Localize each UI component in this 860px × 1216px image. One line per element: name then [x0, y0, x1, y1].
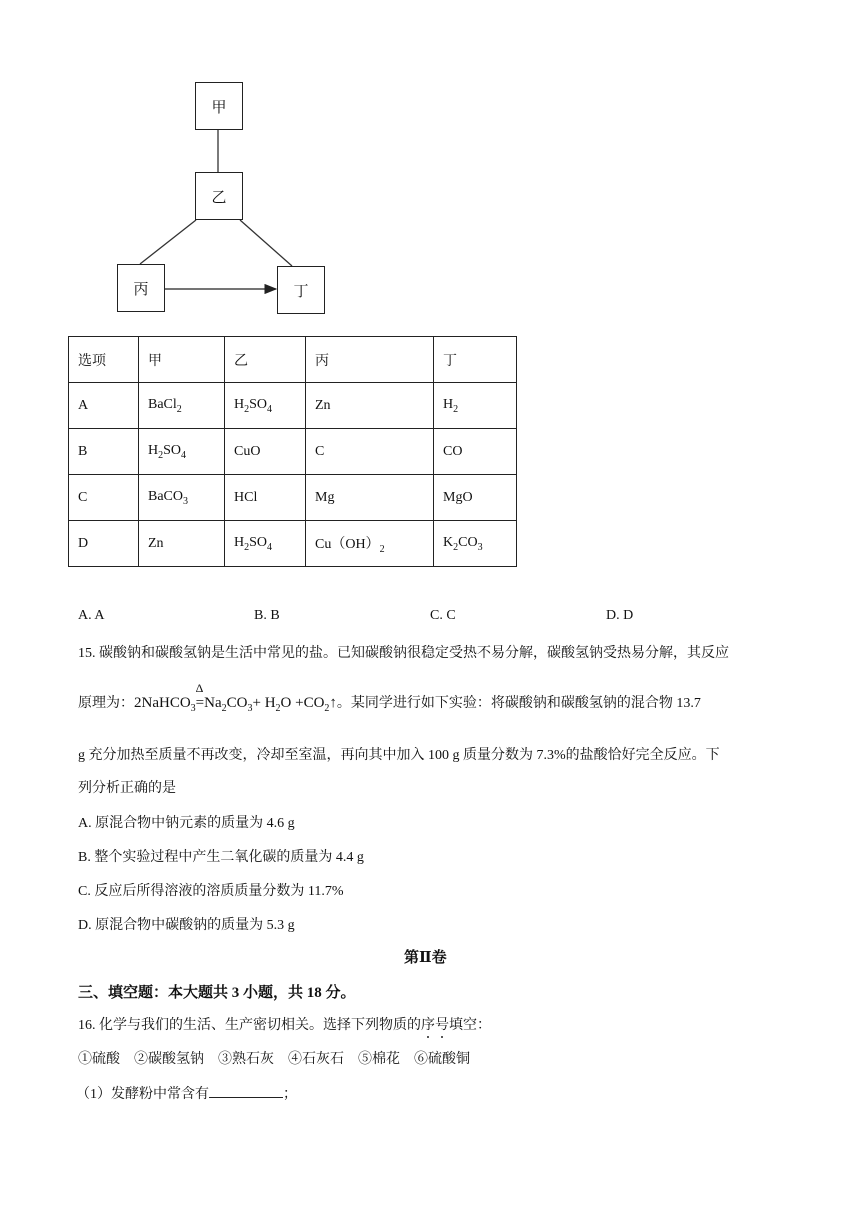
table-row — [69, 475, 517, 521]
table-cell: MgO — [434, 475, 517, 521]
table-cell: A — [69, 383, 139, 429]
table-cell: Mg — [306, 475, 434, 521]
q16-stem: 16. 化学与我们的生活、生产密切相关。选择下列物质的序号填空： — [78, 1018, 491, 1033]
header-cell: 丙 — [306, 337, 434, 383]
node-ding: 丁 — [277, 266, 325, 314]
table-cell: Zn — [306, 383, 434, 429]
header-cell: 甲 — [139, 337, 225, 383]
q15-line2 — [78, 681, 701, 714]
section-heading: 三、填空题：本大题共 3 小题，共 18 分。 — [78, 985, 356, 1001]
table-cell: C — [69, 475, 139, 521]
q15-option-c: C. 反应后所得溶液的溶质质量分数为 11.7% — [78, 884, 344, 899]
header-cell: 丁 — [434, 337, 517, 383]
table-cell: $H_2SO_4$ — [225, 383, 306, 429]
table-row — [69, 383, 517, 429]
table-row — [69, 429, 517, 475]
q15-line1: 15. 碳酸钠和碳酸氢钠是生活中常见的盐。已知碳酸钠很稳定受热不易分解，碳酸氢钠受热易分解，其反应 — [78, 646, 729, 661]
table-cell: BaCO$_3$ — [139, 475, 225, 521]
table-cell: HCl — [225, 475, 306, 521]
q15-line4: 列分析正确的是 — [78, 781, 176, 796]
table-cell: $H_2SO_4$ — [225, 521, 306, 567]
table-cell: $H_2SO_4$ — [139, 429, 225, 475]
answer-a: A. A — [78, 608, 105, 623]
header-cell: 选项 — [69, 337, 139, 383]
q16-choices: ①硫酸 ②碳酸氢钠 ③熟石灰 ④石灰石 ⑤棉花 ⑥硫酸铜 — [78, 1052, 470, 1067]
volume-title: 第Ⅱ卷 — [404, 950, 447, 966]
table-cell: CO — [434, 429, 517, 475]
answer-b: B. B — [254, 608, 280, 623]
q15-option-a: A. 原混合物中钠元素的质量为 4.6 g — [78, 816, 295, 831]
q15-option-b: B. 整个实验过程中产生二氧化碳的质量为 4.4 g — [78, 850, 364, 865]
table-header-row — [69, 337, 517, 383]
table-cell: CuO — [225, 429, 306, 475]
reaction-equation: 2NaHCO$_3$ Δ $=Na_2CO_3+ H_2O$ $+CO_2↑$ — [134, 681, 337, 714]
table-cell: B — [69, 429, 139, 475]
q16-sub1: （1）发酵粉中常含有 ； — [76, 1083, 297, 1103]
edge-yi-ding — [240, 220, 292, 266]
table-cell: $H_2$ — [434, 383, 517, 429]
q15-line3: g 充分加热至质量不再改变，冷却至室温，再向其中加入 100 g 质量分数为 7.3%的盐酸恰好完全反应。下 — [78, 748, 720, 763]
table-cell: $K_2CO_3$ — [434, 521, 517, 567]
node-yi: 乙 — [195, 172, 243, 220]
edge-yi-bing — [140, 220, 196, 264]
table-cell: D — [69, 521, 139, 567]
options-table — [68, 336, 517, 567]
node-jia: 甲 — [195, 82, 243, 130]
q15-line2-suffix: 。某同学进行如下实验：将碳酸钠和碳酸氢钠的混合物 13.7 — [336, 696, 701, 711]
q15-line2-prefix: 原理为： — [78, 696, 134, 711]
q16-sub1-text: （1）发酵粉中常含有 — [76, 1087, 209, 1102]
table-row — [69, 521, 517, 567]
answer-c: C. C — [430, 608, 456, 623]
node-bing: 丙 — [117, 264, 165, 312]
table-cell: C — [306, 429, 434, 475]
answer-blank[interactable] — [209, 1084, 283, 1098]
q15-option-d: D. 原混合物中碳酸钠的质量为 5.3 g — [78, 918, 295, 933]
answer-d: D. D — [606, 608, 634, 623]
table-cell: $Cu(OH)_2$ — [306, 521, 434, 567]
table-cell: Zn — [139, 521, 225, 567]
header-cell: 乙 — [225, 337, 306, 383]
table-cell: BaCl$_2$ — [139, 383, 225, 429]
